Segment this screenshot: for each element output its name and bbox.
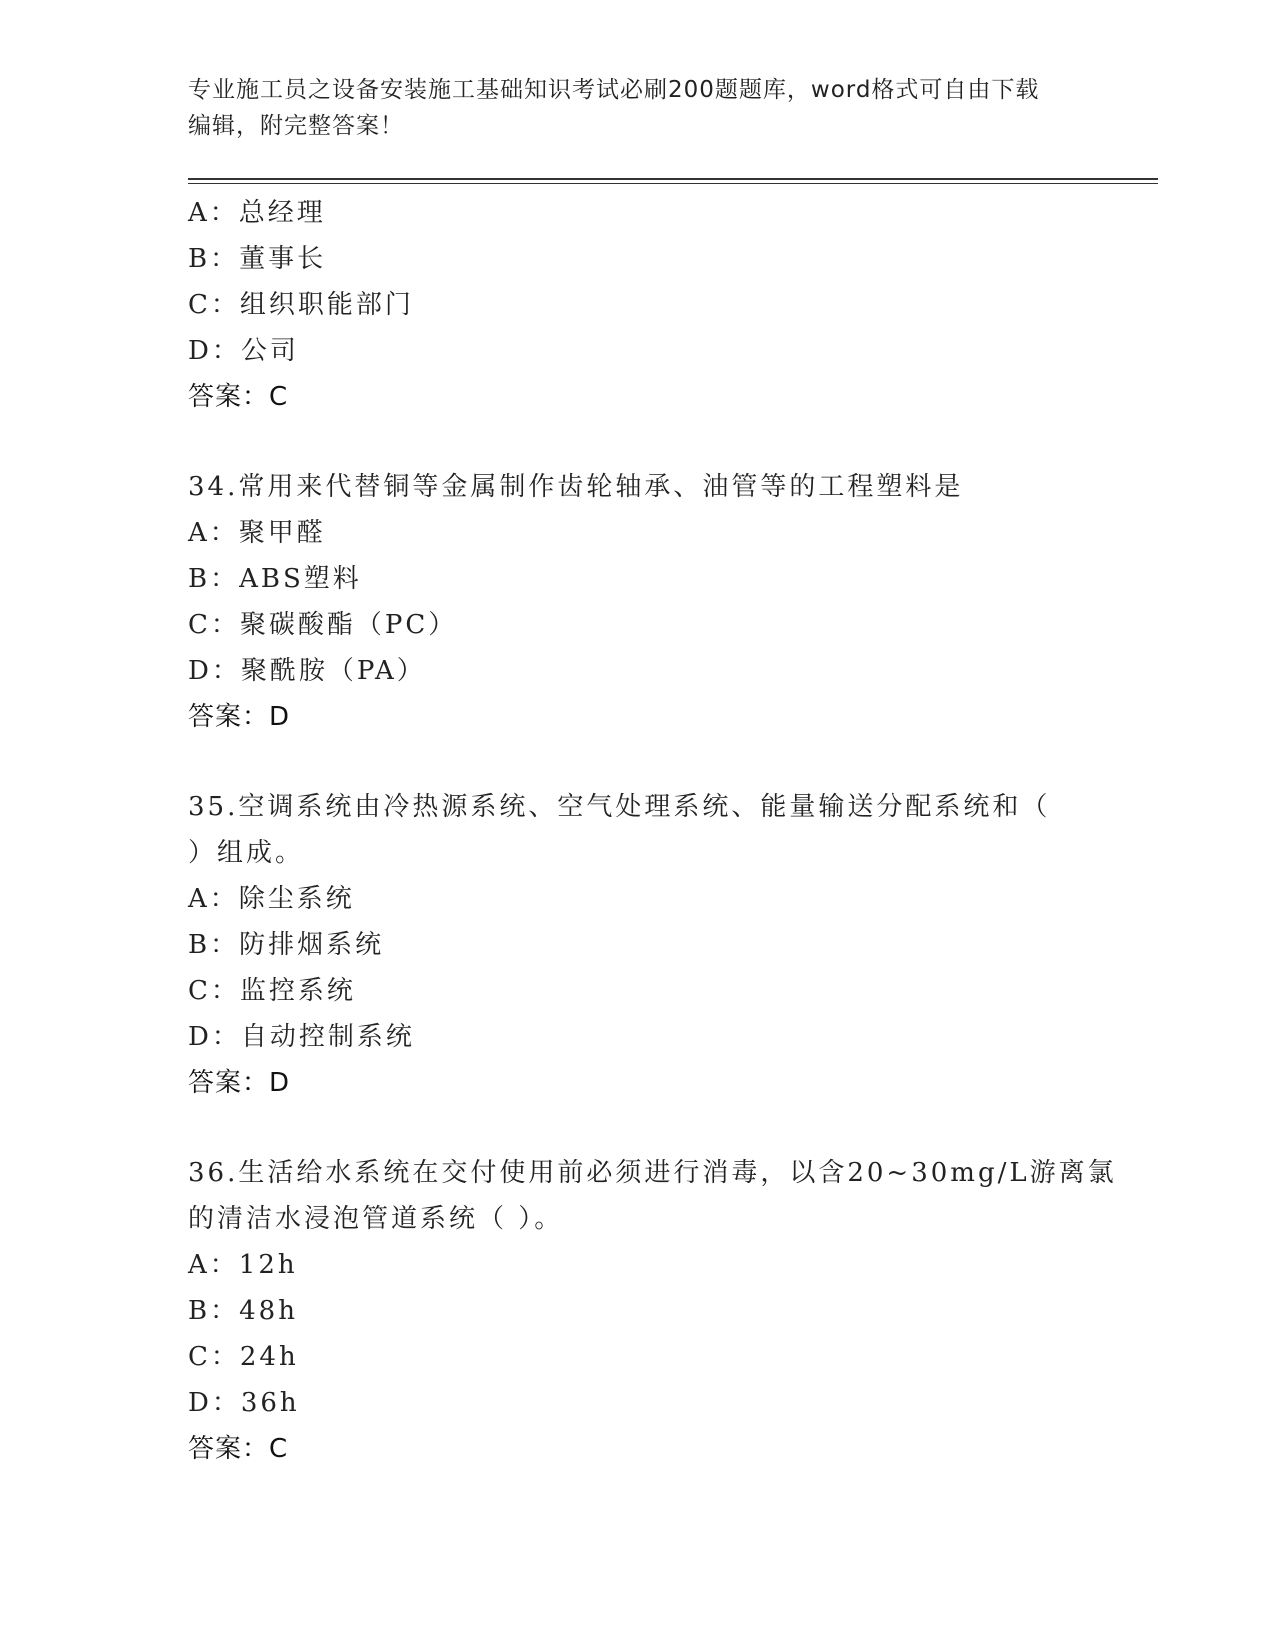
question-text: 34.常用来代替铜等金属制作齿轮轴承、油管等的工程塑料是 bbox=[188, 472, 964, 502]
option-c: C：聚碳酸酯（PC） bbox=[188, 610, 458, 640]
answer-key: 答案：C bbox=[188, 382, 289, 412]
answer-key: 答案：C bbox=[188, 1434, 289, 1464]
option-d: D：聚酰胺（PA） bbox=[188, 656, 426, 686]
question-text-line-2: 的清洁水浸泡管道系统（ ）。 bbox=[188, 1204, 564, 1234]
question-36 bbox=[188, 1150, 1148, 1472]
option-c: C：监控系统 bbox=[188, 976, 356, 1006]
question-34 bbox=[188, 464, 1148, 740]
header-divider-thick bbox=[188, 178, 1158, 180]
header-divider-thin bbox=[188, 183, 1158, 184]
option-d: D：自动控制系统 bbox=[188, 1022, 415, 1052]
header-title-line-2: 编辑，附完整答案！ bbox=[188, 113, 404, 139]
option-b: B：董事长 bbox=[188, 244, 327, 274]
option-c: C：24h bbox=[188, 1342, 299, 1372]
question-spacer bbox=[188, 1106, 1148, 1150]
question-text-line-1: 35.空调系统由冷热源系统、空气处理系统、能量输送分配系统和（ bbox=[188, 792, 1051, 822]
option-b: B：防排烟系统 bbox=[188, 930, 385, 960]
option-a: A：12h bbox=[188, 1250, 298, 1280]
answer-key: 答案：D bbox=[188, 1068, 291, 1098]
option-c: C：组织职能部门 bbox=[188, 290, 414, 320]
question-spacer bbox=[188, 420, 1148, 464]
question-35 bbox=[188, 784, 1148, 1106]
option-d: D：公司 bbox=[188, 336, 299, 366]
option-a: A：总经理 bbox=[188, 198, 326, 228]
header-title-line-1: 专业施工员之设备安装施工基础知识考试必刷200题题库，word格式可自由下载 bbox=[188, 77, 1040, 103]
option-b: B：48h bbox=[188, 1296, 298, 1326]
option-b: B：ABS塑料 bbox=[188, 564, 362, 594]
question-text-line-1: 36.生活给水系统在交付使用前必须进行消毒，以含20~30mg/L游离氯 bbox=[188, 1158, 1117, 1188]
question-spacer bbox=[188, 740, 1148, 784]
option-a: A：除尘系统 bbox=[188, 884, 355, 914]
question-33 bbox=[188, 190, 1148, 420]
question-text-line-2: ）组成。 bbox=[188, 838, 305, 868]
answer-key: 答案：D bbox=[188, 702, 291, 732]
question-list bbox=[188, 190, 1148, 1472]
option-a: A：聚甲醛 bbox=[188, 518, 326, 548]
option-d: D：36h bbox=[188, 1388, 300, 1418]
document-header bbox=[188, 72, 1088, 144]
